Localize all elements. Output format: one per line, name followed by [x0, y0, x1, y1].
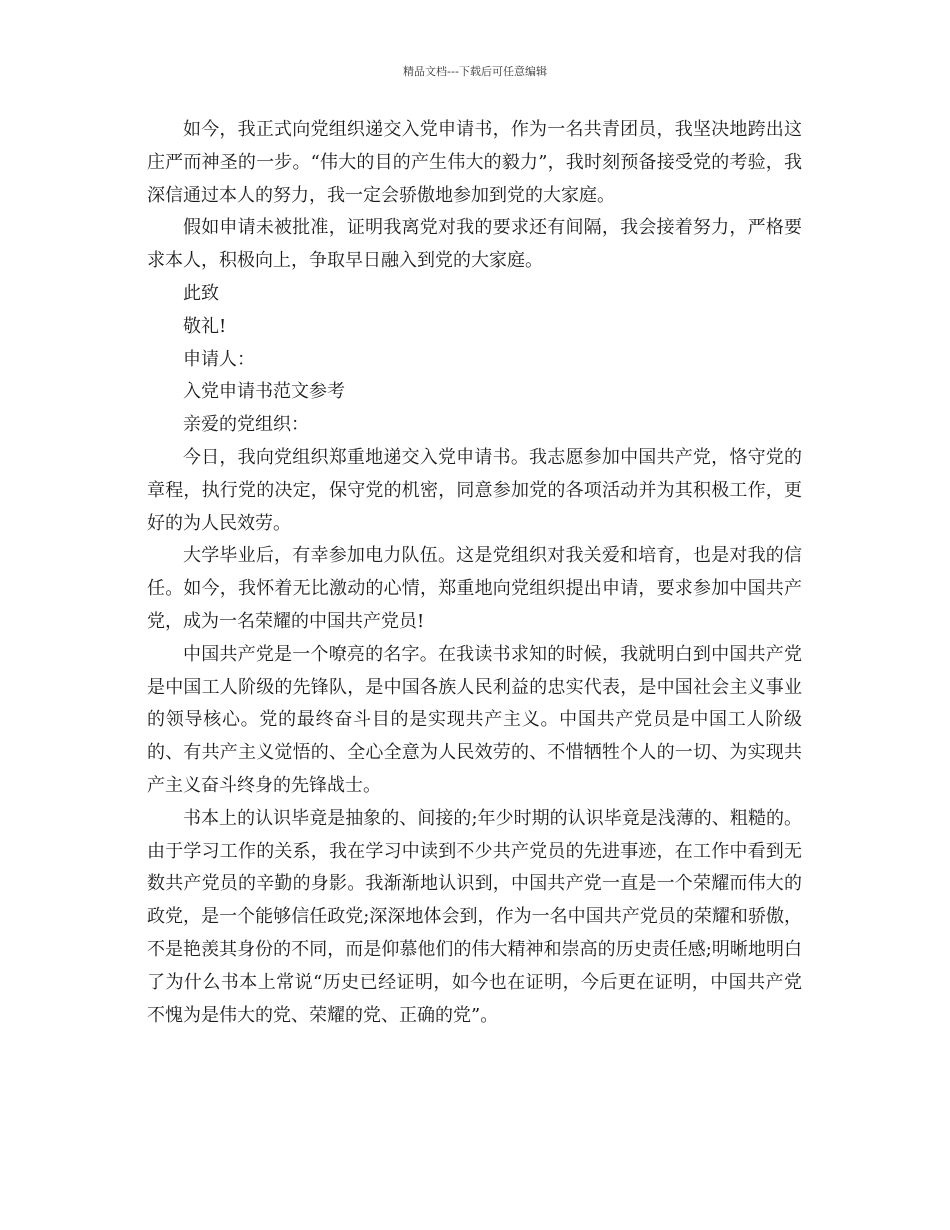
- page-header: 精品文档---下载后可任意编辑: [403, 65, 547, 78]
- document-body: [147, 114, 802, 1032]
- closing-salutation: 此致: [183, 282, 219, 304]
- closing-regards: 敬礼!: [183, 315, 227, 337]
- paragraph-4: 大学毕业后，有幸参加电力队伍。这是党组织对我关爱和培育，也是对我的信任。如今，我怀着无比激动的心情，郑重地向党组织提出申请，要求参加中国共产党，成为一名荣耀的中国共产党员!: [147, 545, 802, 632]
- paragraph-2: 假如申请未被批准，证明我离党对我的要求还有间隔，我会接着努力，严格要求本人，积极向上，争取早日融入到党的大家庭。: [147, 217, 802, 272]
- paragraph-5: 中国共产党是一个嘹亮的名字。在我读书求知的时候，我就明白到中国共产党是中国工人阶级的先锋队，是中国各族人民利益的忠实代表，是中国社会主义事业的领导核心。党的最终奋斗目的是实现共产主义。中国共产党员是中国工人阶级的、有共产主义觉悟的、全心全意为人民效劳的、不惜牺牲个人的一切、为实现共产主义奋斗终身的先锋战士。: [147, 643, 802, 796]
- greeting: 亲爱的党组织：: [183, 414, 309, 436]
- paragraph-3: 今日，我向党组织郑重地递交入党申请书。我志愿参加中国共产党，恪守党的章程，执行党的决定，保守党的机密，同意参加党的各项活动并为其积极工作，更好的为人民效劳。: [147, 446, 802, 534]
- section-title: 入党申请书范文参考: [183, 381, 345, 403]
- paragraph-1: 如今，我正式向党组织递交入党申请书，作为一名共青团员，我坚决地跨出这庄严而神圣的一步。“伟大的目的产生伟大的毅力”，我时刻预备接受党的考验，我深信通过本人的努力，我一定会骄傲地参加到党的大家庭。: [147, 119, 802, 206]
- applicant-label: 申请人：: [183, 348, 255, 370]
- paragraph-6: 书本上的认识毕竟是抽象的、间接的;年少时期的认识毕竟是浅薄的、粗糙的。由于学习工作的关系，我在学习中读到不少共产党员的先进事迹，在工作中看到无数共产党员的辛勤的身影。我渐渐地认识到，中国共产党一直是一个荣耀而伟大的政党，是一个能够信任政党;深深地体会到，作为一名中国共产党员的荣耀和骄傲，不是艳羡其身份的不同，而是仰慕他们的伟大精神和崇高的历史责任感;明晰地明白了为什么书本上常说“历史已经证明，如今也在证明，今后更在证明，中国共产党不愧为是伟大的党、荣耀的党、正确的党”。: [147, 807, 802, 1026]
